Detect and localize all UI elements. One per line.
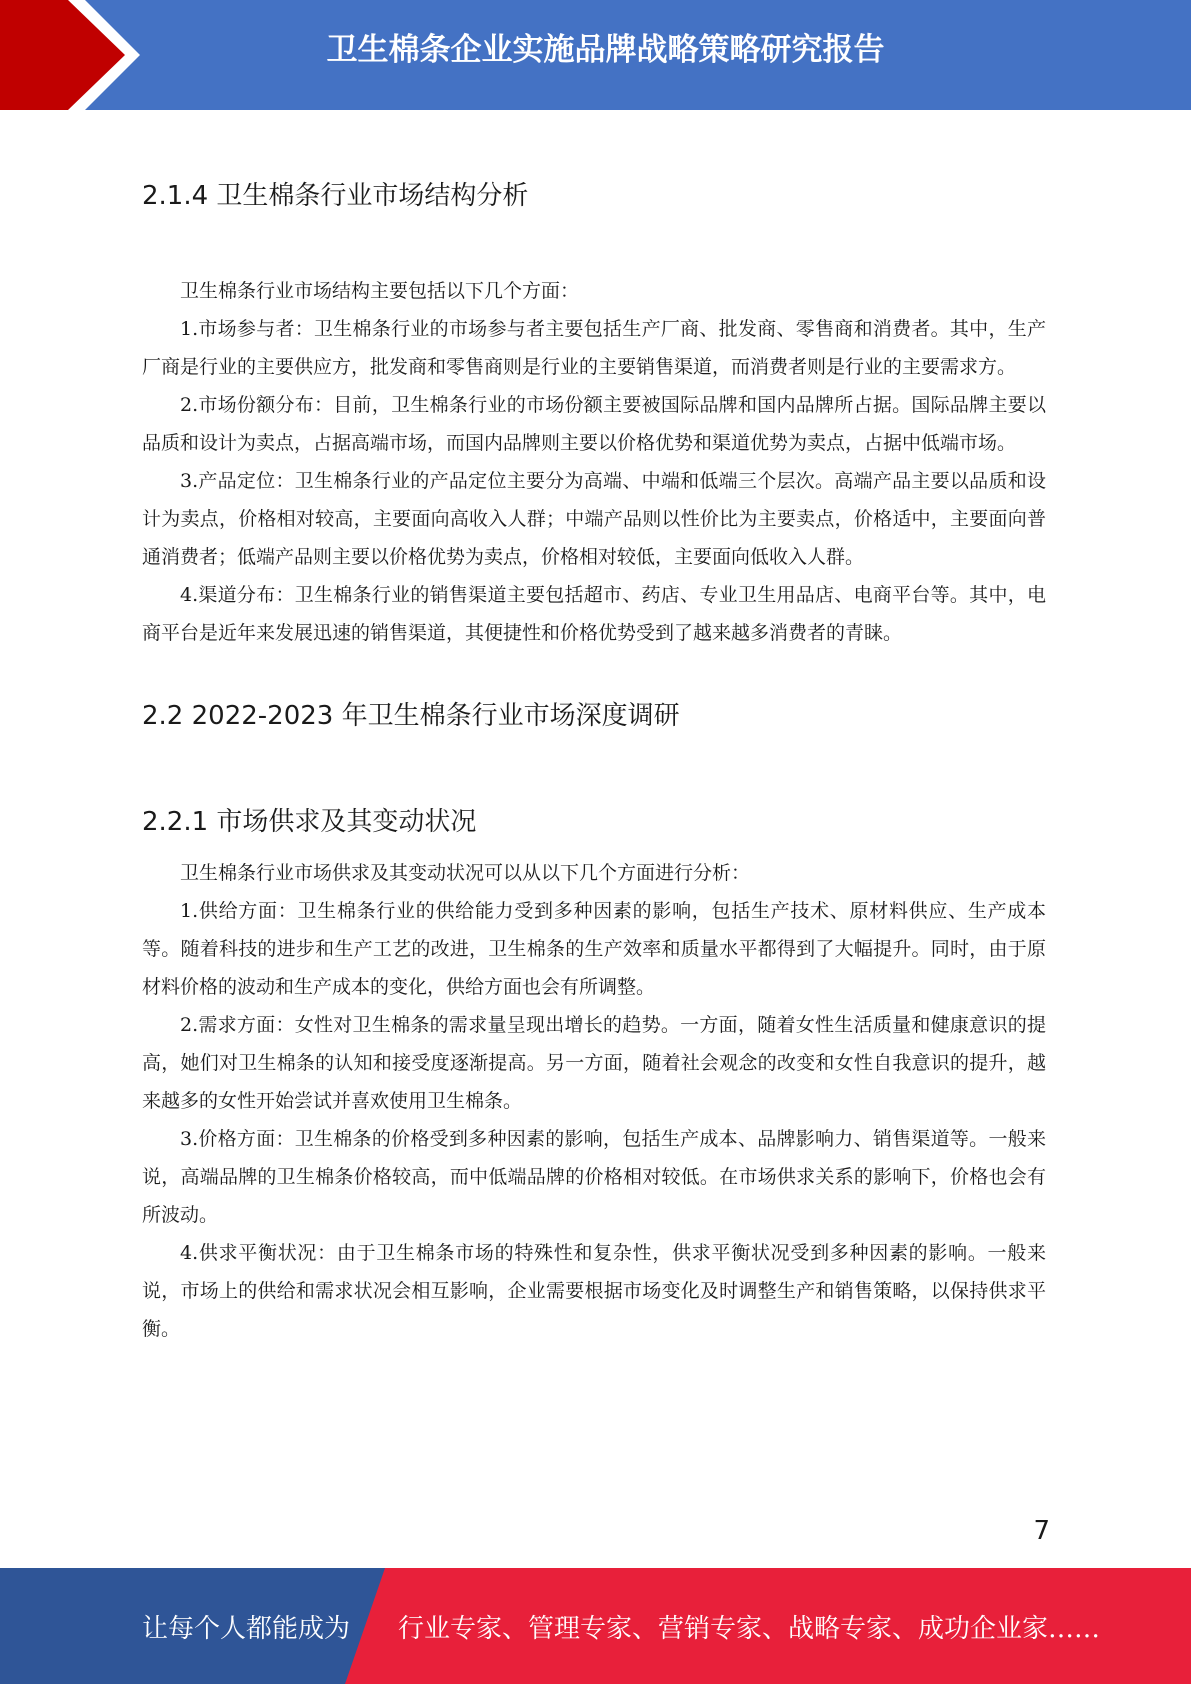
section-heading-2-1-4: 2.1.4 卫生棉条行业市场结构分析 <box>142 181 529 211</box>
section-heading-2-2: 2.2 2022-2023 年卫生棉条行业市场深度调研 <box>142 701 680 731</box>
page-content <box>142 176 1046 1348</box>
section-heading-2-2-1: 2.2.1 市场供求及其变动状况 <box>142 807 477 837</box>
paragraph: 2.需求方面：女性对卫生棉条的需求量呈现出增长的趋势。一方面，随着女性生活质量和健康意识的提高，她们对卫生棉条的认知和接受度逐渐提高。另一方面，随着社会观念的改变和女性自我意识的提升，越来越多的女性开始尝试并喜欢使用卫生棉条。 <box>142 1014 1046 1112</box>
page-number: 7 <box>1033 1516 1050 1546</box>
header-band <box>0 0 1191 110</box>
paragraph: 4.渠道分布：卫生棉条行业的销售渠道主要包括超市、药店、专业卫生用品店、电商平台等。其中，电商平台是近年来发展迅速的销售渠道，其便捷性和价格优势受到了越来越多消费者的青睐。 <box>142 584 1046 644</box>
paragraph: 卫生棉条行业市场结构主要包括以下几个方面： <box>180 280 580 302</box>
paragraph: 1.市场参与者：卫生棉条行业的市场参与者主要包括生产厂商、批发商、零售商和消费者。其中，生产厂商是行业的主要供应方，批发商和零售商则是行业的主要销售渠道，而消费者则是行业的主要需求方。 <box>142 318 1046 378</box>
paragraph: 4.供求平衡状况：由于卫生棉条市场的特殊性和复杂性，供求平衡状况受到多种因素的影响。一般来说，市场上的供给和需求状况会相互影响，企业需要根据市场变化及时调整生产和销售策略，以保持供求平衡。 <box>142 1242 1046 1340</box>
footer-slogan-left: 让每个人都能成为 <box>142 1614 351 1644</box>
paragraph: 卫生棉条行业市场供求及其变动状况可以从以下几个方面进行分析： <box>180 862 751 884</box>
document-title: 卫生棉条企业实施品牌战略策略研究报告 <box>326 32 885 68</box>
paragraph: 1.供给方面：卫生棉条行业的供给能力受到多种因素的影响，包括生产技术、原材料供应、生产成本等。随着科技的进步和生产工艺的改进，卫生棉条的生产效率和质量水平都得到了大幅提升。同时，由于原材料价格的波动和生产成本的变化，供给方面也会有所调整。 <box>142 900 1046 998</box>
paragraph: 3.价格方面：卫生棉条的价格受到多种因素的影响，包括生产成本、品牌影响力、销售渠道等。一般来说，高端品牌的卫生棉条价格较高，而中低端品牌的价格相对较低。在市场供求关系的影响下，价格也会有所波动。 <box>142 1128 1046 1226</box>
footer-slogan-right: 行业专家、管理专家、营销专家、战略专家、成功企业家…… <box>398 1614 1101 1644</box>
paragraph: 2.市场份额分布：目前，卫生棉条行业的市场份额主要被国际品牌和国内品牌所占据。国际品牌主要以品质和设计为卖点，占据高端市场，而国内品牌则主要以价格优势和渠道优势为卖点，占据中低端市场。 <box>142 394 1046 454</box>
paragraph: 3.产品定位：卫生棉条行业的产品定位主要分为高端、中端和低端三个层次。高端产品主要以品质和设计为卖点，价格相对较高，主要面向高收入人群；中端产品则以性价比为主要卖点，价格适中，主要面向普通消费者；低端产品则主要以价格优势为卖点，价格相对较低，主要面向低收入人群。 <box>142 470 1046 568</box>
